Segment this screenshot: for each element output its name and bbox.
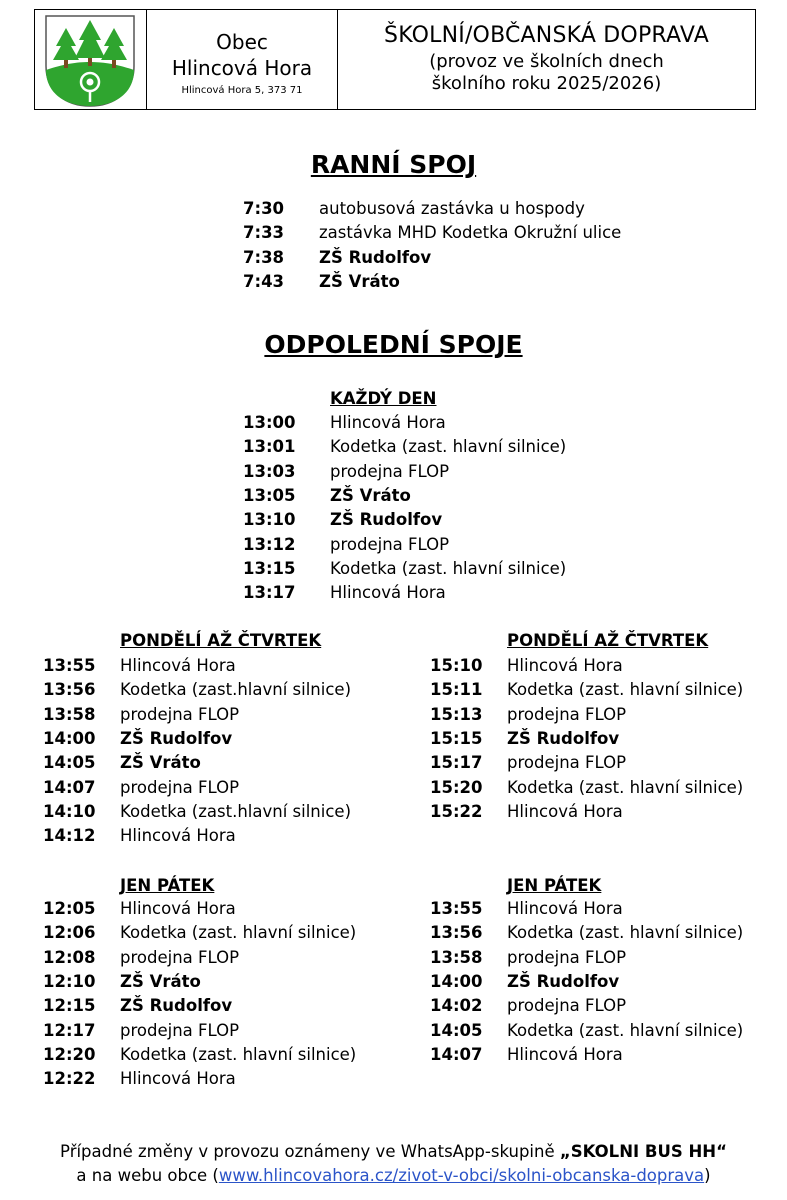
municipality-logo [35,10,147,109]
municipality-label: Obec [216,30,268,54]
departure-time: 12:05 [43,899,96,918]
document-subtitle-1: (provoz ve školních dnech [429,51,664,72]
stop-name: Kodetka (zast. hlavní silnice) [330,558,567,578]
departure-time: 14:02 [430,996,483,1016]
departure-time: 15:20 [430,777,483,797]
departure-time: 14:07 [43,777,96,797]
stop-name: Hlincová Hora [120,826,236,846]
stop-name: prodejna FLOP [120,1020,240,1040]
stop-name: Kodetka (zast. hlavní silnice) [507,680,744,700]
departure-time: 15:22 [430,801,483,821]
departure-time: 14:10 [43,801,96,821]
stop-name: Kodetka (zast.hlavní silnice) [120,801,351,821]
mon-thu-right-label: PONDĚLÍ AŽ ČTVRTEK [507,631,709,650]
departure-time: 13:01 [243,437,296,457]
document-title: ŠKOLNÍ/OBČANSKÁ DOPRAVA [384,23,709,48]
stop-name: prodejna FLOP [120,704,240,724]
stop-name: ZŠ Rudolfov [507,971,620,991]
departure-time: 7:43 [243,271,285,291]
departure-time: 13:03 [243,461,296,481]
afternoon-title: ODPOLEDNÍ SPOJE [264,330,523,359]
departure-time: 13:55 [43,656,96,675]
stop-name: autobusová zastávka u hospody [319,199,585,218]
departure-time: 13:56 [430,923,483,943]
departure-time: 13:05 [243,485,296,505]
fri-right-label: JEN PÁTEK [507,876,602,895]
departure-time: 7:30 [243,199,285,218]
stop-name: ZŠ Vráto [120,971,201,991]
stop-name: ZŠ Vráto [120,753,201,773]
departure-time: 12:20 [43,1044,96,1064]
departure-time: 13:00 [243,413,296,432]
departure-time: 13:56 [43,680,96,700]
stop-name: Kodetka (zast. hlavní silnice) [507,1020,744,1040]
departure-time: 15:11 [430,680,483,700]
departure-time: 13:58 [43,704,96,724]
stop-name: Hlincová Hora [120,899,236,918]
document-subtitle-2: školního roku 2025/2026) [431,73,662,94]
stop-name: Hlincová Hora [507,656,623,675]
footer-text-3: ) [704,1166,711,1185]
stop-name: ZŠ Vráto [330,485,411,505]
stop-name: ZŠ Rudolfov [120,996,233,1016]
stop-name: prodejna FLOP [507,704,627,724]
departure-time: 14:05 [43,753,96,773]
departure-time: 14:05 [430,1020,483,1040]
whatsapp-group-name: „SKOLNI BUS HH“ [559,1142,727,1161]
departure-time: 12:06 [43,923,96,943]
departure-time: 7:33 [243,223,285,243]
footer-text-2: a na webu obce ( [76,1166,219,1185]
departure-time: 13:12 [243,534,296,554]
document-title-block [338,10,755,109]
mon-thu-left-label: PONDĚLÍ AŽ ČTVRTEK [120,631,322,650]
municipality-address: Hlincová Hora 5, 373 71 [181,85,303,96]
daily-label: KAŽDÝ DEN [330,389,437,408]
municipality-info [147,10,338,109]
departure-time: 12:08 [43,947,96,967]
stop-name: prodejna FLOP [330,461,450,481]
departure-time: 14:07 [430,1044,483,1064]
stop-name: Kodetka (zast. hlavní silnice) [330,437,567,457]
stop-name: ZŠ Rudolfov [120,728,233,748]
fri-left-label: JEN PÁTEK [120,876,215,895]
departure-time: 12:10 [43,971,96,991]
departure-time: 14:12 [43,826,96,846]
morning-title: RANNÍ SPOJ [310,150,477,179]
stop-name: ZŠ Rudolfov [507,728,620,748]
departure-time: 14:00 [430,971,483,991]
footer-text-1: Případné změny v provozu oznámeny ve WhatsApp-skupině [60,1142,560,1161]
footer-line-1 [0,1140,787,1164]
stop-name: prodejna FLOP [330,534,450,554]
website-link[interactable]: www.hlincovahora.cz/zivot-v-obci/skolni-obcanska-doprava [218,1166,705,1185]
departure-time: 12:17 [43,1020,96,1040]
header-box [34,9,756,110]
stop-name: Kodetka (zast. hlavní silnice) [507,923,744,943]
stop-name: prodejna FLOP [120,777,240,797]
departure-time: 12:22 [43,1069,96,1089]
municipality-name: Hlincová Hora [171,56,313,80]
departure-time: 13:17 [243,583,296,603]
stop-name: Kodetka (zast. hlavní silnice) [120,923,357,943]
stop-name: prodejna FLOP [120,947,240,967]
footer-line-2 [0,1164,787,1188]
departure-time: 13:10 [243,510,296,530]
stop-name: ZŠ Rudolfov [319,247,432,267]
departure-time: 15:15 [430,728,483,748]
departure-time: 7:38 [243,247,285,267]
departure-time: 15:17 [430,753,483,773]
stop-name: Kodetka (zast.hlavní silnice) [120,680,351,700]
departure-time: 12:15 [43,996,96,1016]
stop-name: zastávka MHD Kodetka Okružní ulice [319,223,622,243]
stop-name: Hlincová Hora [507,801,623,821]
stop-name: prodejna FLOP [507,753,627,773]
departure-time: 14:00 [43,728,96,748]
departure-time: 13:58 [430,947,483,967]
stop-name: prodejna FLOP [507,996,627,1016]
stop-name: Hlincová Hora [120,656,236,675]
stop-name: Hlincová Hora [330,583,446,603]
stop-name: ZŠ Vráto [319,271,400,291]
coat-of-arms-icon [44,14,136,108]
stop-name: ZŠ Rudolfov [330,510,443,530]
stop-name: Hlincová Hora [507,1044,623,1064]
footer-note [0,1140,787,1188]
stop-name: Kodetka (zast. hlavní silnice) [120,1044,357,1064]
departure-time: 13:15 [243,558,296,578]
stop-name: Hlincová Hora [507,899,623,918]
stop-name: Hlincová Hora [120,1069,236,1089]
stop-name: prodejna FLOP [507,947,627,967]
stop-name: Hlincová Hora [330,413,446,432]
stop-name: Kodetka (zast. hlavní silnice) [507,777,744,797]
departure-time: 15:13 [430,704,483,724]
departure-time: 13:55 [430,899,483,918]
departure-time: 15:10 [430,656,483,675]
